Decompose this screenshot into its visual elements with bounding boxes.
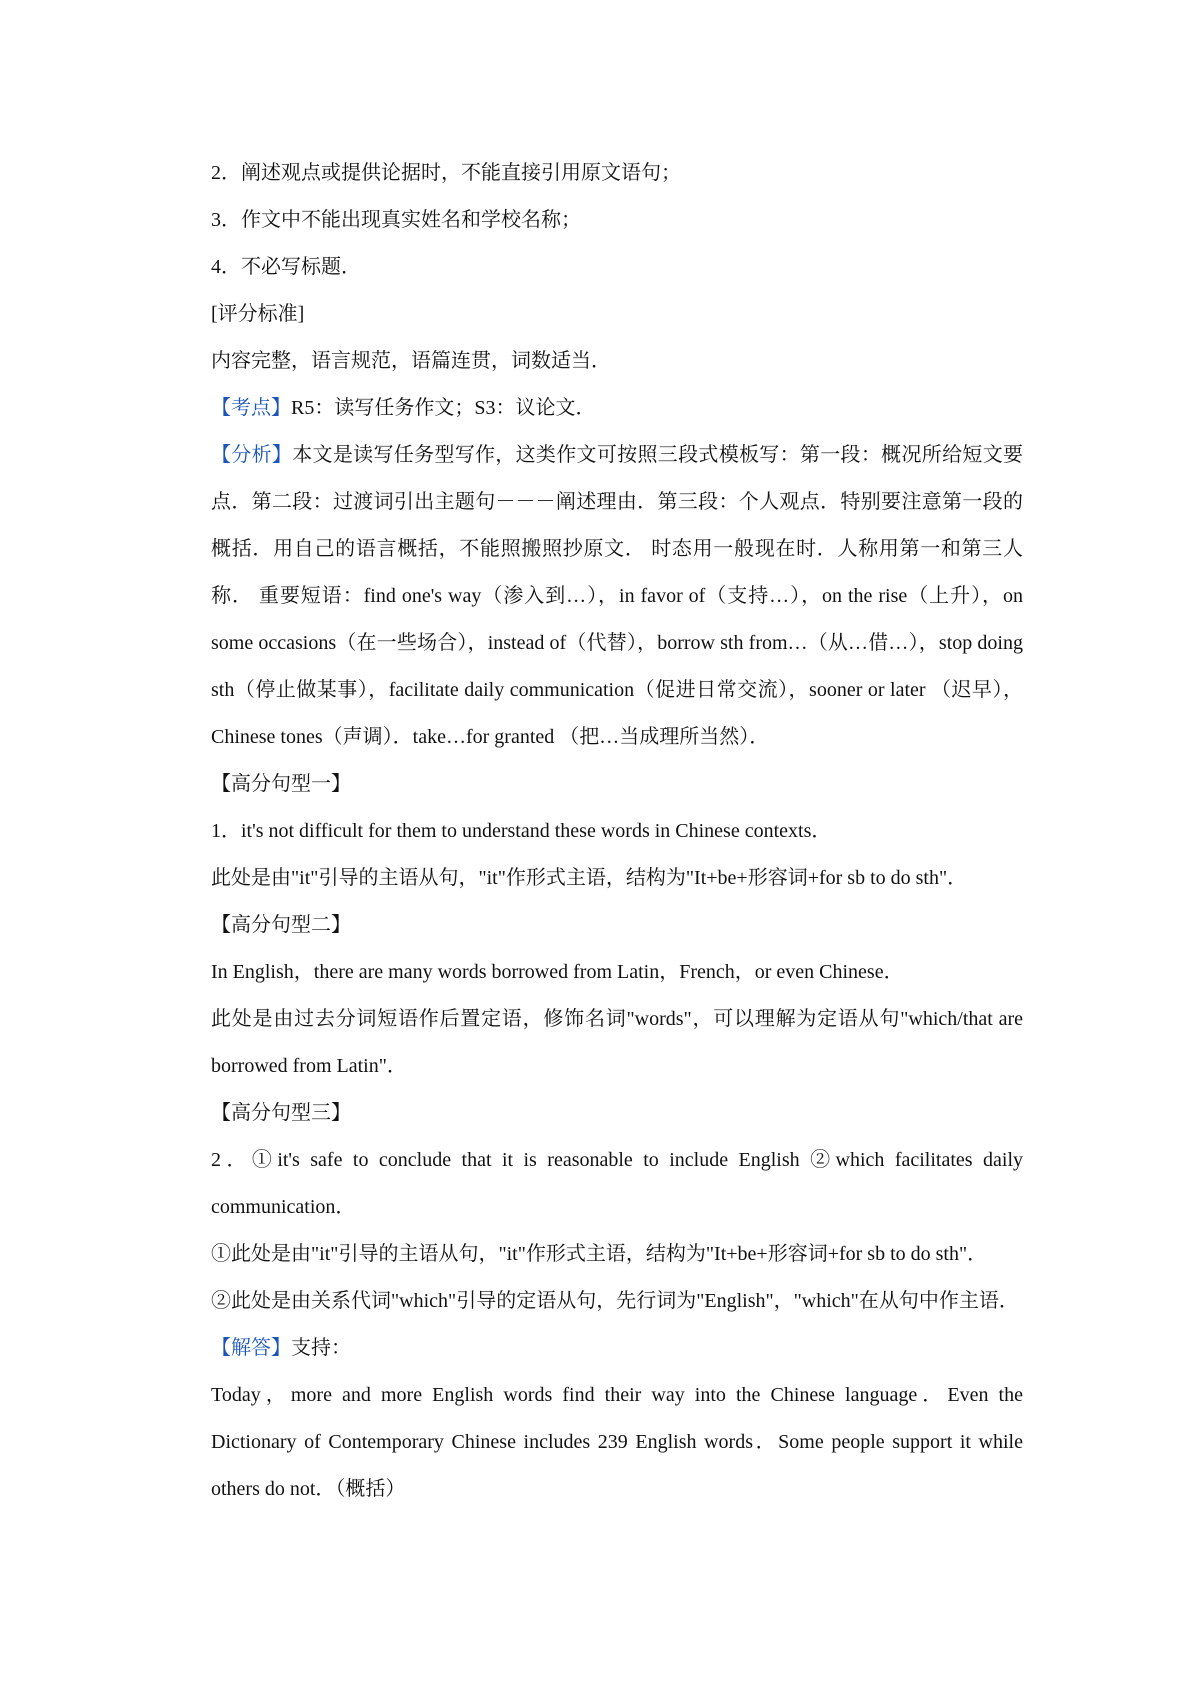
pattern3-explanation-1: ①此处是由"it"引导的主语从句，"it"作形式主语，结构为"It+be+形容词+for sb to do sth"． xyxy=(211,1243,988,1265)
fenxi-text: 本文是读写任务型写作，这类作文可按照三段式模板写：第一段：概况所给短文要点．第二段：过渡词引出主题句－－－阐述理由．第三段：个人观点．特别要注意第一段的概括．用自己的语言概括，不能照搬照抄原文． 时态用一般现在时．人称用第一和第三人称． 重要短语：find one's way（渗入到…），in favor of（支持…），on the rise（上升），on some occasions（在一些场合），instead of（代替），borrow sth from…（从…借…），stop doing sth（停止做某事），facilitate daily communication（促进日常交流），sooner or later （迟早），Chinese tones（声调）．take…for granted （把…当成理所当然）． xyxy=(211,444,1024,748)
kaodian-line xyxy=(211,385,1023,432)
page-content xyxy=(211,150,1023,1513)
jieda-line xyxy=(211,1325,1023,1372)
pattern1-explanation: 此处是由"it"引导的主语从句，"it"作形式主语，结构为"It+be+形容词+for sb to do sth"． xyxy=(211,867,968,889)
scoring-text: 内容完整，语言规范，语篇连贯，词数适当． xyxy=(211,350,611,372)
pattern2-heading: 【高分句型二】 xyxy=(211,914,351,936)
requirement-item-2: 2．阐述观点或提供论据时，不能直接引用原文语句； xyxy=(211,162,681,184)
fenxi-tag: 【分析】 xyxy=(211,444,293,466)
kaodian-text: R5：读写任务作文；S3：议论文． xyxy=(291,397,596,419)
kaodian-tag: 【考点】 xyxy=(211,397,291,419)
requirement-item-3: 3．作文中不能出现真实姓名和学校名称； xyxy=(211,209,581,231)
pattern3-sentence: 2．①it's safe to conclude that it is reasonable to include English ②which facilitates daily communication． xyxy=(211,1149,1023,1218)
pattern3-heading: 【高分句型三】 xyxy=(211,1102,351,1124)
pattern2-sentence: In English，there are many words borrowed from Latin，French，or even Chinese． xyxy=(211,961,904,983)
pattern3-explanation-2: ②此处是由关系代词"which"引导的定语从句，先行词为"English"，"which"在从句中作主语． xyxy=(211,1290,1019,1312)
pattern1-heading: 【高分句型一】 xyxy=(211,773,351,795)
fenxi-paragraph xyxy=(211,432,1023,761)
pattern2-explanation: 此处是由过去分词短语作后置定语，修饰名词"words"，可以理解为定语从句"which/that are borrowed from Latin"． xyxy=(211,1008,1023,1077)
jieda-tag: 【解答】 xyxy=(211,1337,291,1359)
jieda-text: 支持： xyxy=(291,1337,351,1359)
requirement-item-4: 4．不必写标题． xyxy=(211,256,361,278)
pattern1-sentence: 1．it's not difficult for them to understand these words in Chinese contexts． xyxy=(211,820,832,842)
answer-essay-paragraph: Today，more and more English words find their way into the Chinese language．Even the Dictionary of Contemporary Chinese includes 239 English words．Some people support it while others do not．（概括） xyxy=(211,1384,1023,1500)
scoring-heading: [评分标准] xyxy=(211,303,305,325)
